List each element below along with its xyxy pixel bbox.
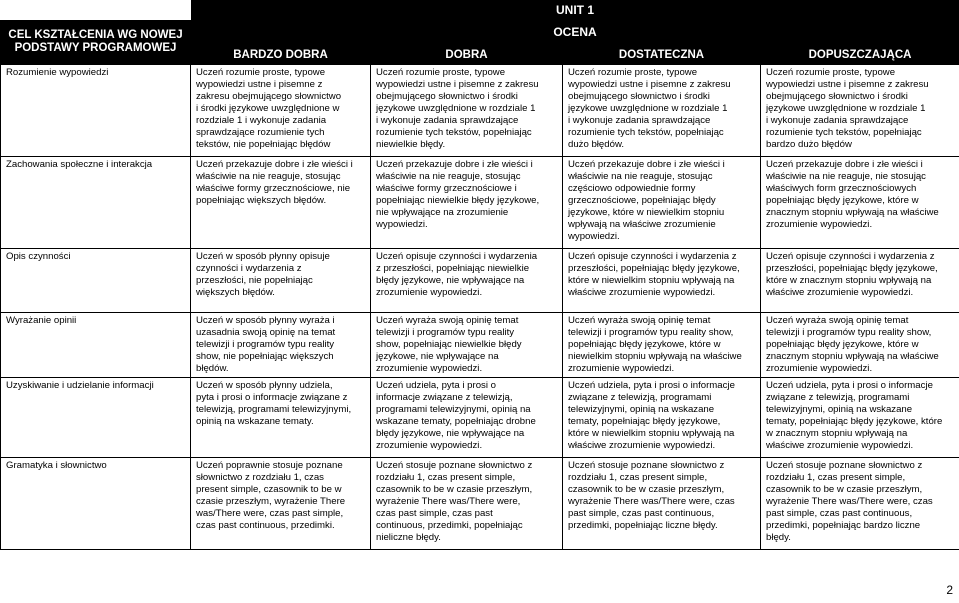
grade-cell: Uczeń przekazuje dobre i złe wieści i właściwie na nie reaguje, stosując właściwe formy grzecznościowe i popełniając niewielkie błędy językowe, nie wpływające na zrozumienie wypowiedzi.	[371, 157, 563, 249]
grade-cell: Uczeń w sposób płynny udziela, pyta i prosi o informacje związane z telewizją, programami telewizyjnymi, opinią na wskazane tematy.	[191, 378, 371, 458]
grade-cell: Uczeń przekazuje dobre i złe wieści i właściwie na nie reaguje, stosując właściwe formy grzecznościowe, nie popełniając większych błędów.	[191, 157, 371, 249]
level-dostateczna: DOSTATECZNA	[563, 45, 761, 65]
table-row	[1, 313, 959, 378]
grade-cell: Uczeń stosuje poznane słownictwo z rozdziału 1, czas present simple, czasownik to be w czasie przeszłym, wyrażenie There was/There were, czas past simple, czas past continuous, przedimki, popełniając liczne błędy.	[563, 458, 761, 550]
table-row	[1, 458, 959, 550]
table-row	[1, 65, 959, 157]
grade-cell: Uczeń w sposób płynny opisuje czynności i wydarzenia z przeszłości, nie popełniając większych błędów.	[191, 249, 371, 313]
grade-cell: Uczeń wyraża swoją opinię temat telewizji i programów typu reality show, popełniając błędy językowe, które w znacznym stopniu wpływają na właściwe zrozumienie wypowiedzi.	[761, 313, 959, 378]
row-category: Zachowania społeczne i interakcja	[1, 157, 191, 249]
cel-ksztalcenia-header: CEL KSZTAŁCENIA WG NOWEJ PODSTAWY PROGRAMOWEJ	[1, 20, 191, 65]
table-row	[1, 157, 959, 249]
grade-cell: Uczeń stosuje poznane słownictwo z rozdziału 1, czas present simple, czasownik to be w czasie przeszłym, wyrażenie There was/There were, czas past simple, czas past continuous, przedimki, popełniając nieliczne błędy.	[371, 458, 563, 550]
table-row	[1, 249, 959, 313]
grade-cell: Uczeń rozumie proste, typowe wypowiedzi ustne i pisemne z zakresu obejmującego słownictwo i środki językowe uwzględnione w rozdziale 1 i wykonuje zadania sprawdzające rozumienie tych tekstów, popełniając bardzo dużo błędów	[761, 65, 959, 157]
grade-cell: Uczeń przekazuje dobre i złe wieści i właściwie na nie reaguje, stosując częściowo odpowiednie formy grzecznościowe, popełniając błędy językowe, które w niewielkim stopniu wpływają na właściwe zrozumienie wypowiedzi.	[563, 157, 761, 249]
grade-cell: Uczeń stosuje poznane słownictwo z rozdziału 1, czas present simple, czasownik to be w czasie przeszłym, wyrażenie There was/There were, czas past simple, czas past continuous, przedimki, popełniając bardzo liczne błędy.	[761, 458, 959, 550]
level-bardzo-dobra: BARDZO DOBRA	[191, 45, 371, 65]
grade-cell: Uczeń wyraża swoją opinię temat telewizji i programów typu reality show, popełniając niewielkie błędy językowe, nie wpływające na zrozumienie wypowiedzi.	[371, 313, 563, 378]
grade-cell: Uczeń udziela, pyta i prosi o informacje związane z telewizją, programami telewizyjnymi, opinią na wskazane tematy, popełniając błędy językowe, które w niewielkim stopniu wpływają na właściwe zrozumienie wypowiedzi.	[563, 378, 761, 458]
ocena-header: OCENA	[191, 20, 959, 45]
grade-cell: Uczeń udziela, pyta i prosi o informacje związane z telewizją, programami telewizyjnymi, opinią na wskazane tematy, popełniając drobne błędy językowe, nie wpływające na zrozumienie wypowiedzi.	[371, 378, 563, 458]
grade-cell: Uczeń opisuje czynności i wydarzenia z przeszłości, popełniając niewielkie błędy językowe, nie wpływające na zrozumienie wypowiedzi.	[371, 249, 563, 313]
row-category: Wyrażanie opinii	[1, 313, 191, 378]
grade-cell: Uczeń w sposób płynny wyraża i uzasadnia swoją opinię na temat telewizji i programów typu reality show, nie popełniając większych błędów.	[191, 313, 371, 378]
row-category: Opis czynności	[1, 249, 191, 313]
unit-title: UNIT 1	[191, 1, 959, 20]
row-category: Rozumienie wypowiedzi	[1, 65, 191, 157]
unit-header-row	[1, 1, 959, 20]
ocena-header-row	[1, 20, 959, 45]
grade-cell: Uczeń przekazuje dobre i złe wieści i właściwie na nie reaguje, nie stosując właściwych form grzecznościowych popełniając błędy językowe, które w znacznym stopniu wpływają na właściwe zrozumienie wypowiedzi.	[761, 157, 959, 249]
grade-cell: Uczeń rozumie proste, typowe wypowiedzi ustne i pisemne z zakresu obejmującego słownictwo i środki językowe uwzględnione w rozdziale 1 i wykonuje zadania sprawdzające rozumienie tych tekstów, popełniając dużo błędów.	[563, 65, 761, 157]
grade-cell: Uczeń rozumie proste, typowe wypowiedzi ustne i pisemne z zakresu obejmującego słownictwo i środki językowe uwzględnione w rozdziale 1 i wykonuje zadania sprawdzające rozumienie tych tekstów, nie popełniając błędów	[191, 65, 371, 157]
grade-cell: Uczeń opisuje czynności i wydarzenia z przeszłości, popełniając błędy językowe, które w znacznym stopniu wpływają na właściwe zrozumienie wypowiedzi.	[761, 249, 959, 313]
level-dopuszczajaca: DOPUSZCZAJĄCA	[761, 45, 959, 65]
grade-cell: Uczeń opisuje czynności i wydarzenia z przeszłości, popełniając błędy językowe, które w niewielkim stopniu wpływają na właściwe zrozumienie wypowiedzi.	[563, 249, 761, 313]
grade-cell: Uczeń udziela, pyta i prosi o informacje związane z telewizją, programami telewizyjnymi, opinią na wskazane tematy, popełniając błędy językowe, które w znacznym stopniu wpływają na właściwe zrozumienie wypowiedzi.	[761, 378, 959, 458]
table-row	[1, 378, 959, 458]
row-category: Uzyskiwanie i udzielanie informacji	[1, 378, 191, 458]
row-category: Gramatyka i słownictwo	[1, 458, 191, 550]
page-number: 2	[946, 583, 953, 597]
grade-cell: Uczeń wyraża swoją opinię temat telewizji i programów typu reality show, popełniając błędy językowe, które w niewielkim stopniu wpływają na właściwe zrozumienie wypowiedzi.	[563, 313, 761, 378]
unit-header-blank	[1, 1, 191, 20]
grade-cell: Uczeń rozumie proste, typowe wypowiedzi ustne i pisemne z zakresu obejmującego słownictwo i środki językowe uwzględnione w rozdziale 1 i wykonuje zadania sprawdzające rozumienie tych tekstów, popełniając niewielkie błędy.	[371, 65, 563, 157]
grade-cell: Uczeń poprawnie stosuje poznane słownictwo z rozdziału 1, czas present simple, czasownik to be w czasie przeszłym, wyrażenie There was/There were, czas past simple, czas past continuous, przedimki.	[191, 458, 371, 550]
level-dobra: DOBRA	[371, 45, 563, 65]
